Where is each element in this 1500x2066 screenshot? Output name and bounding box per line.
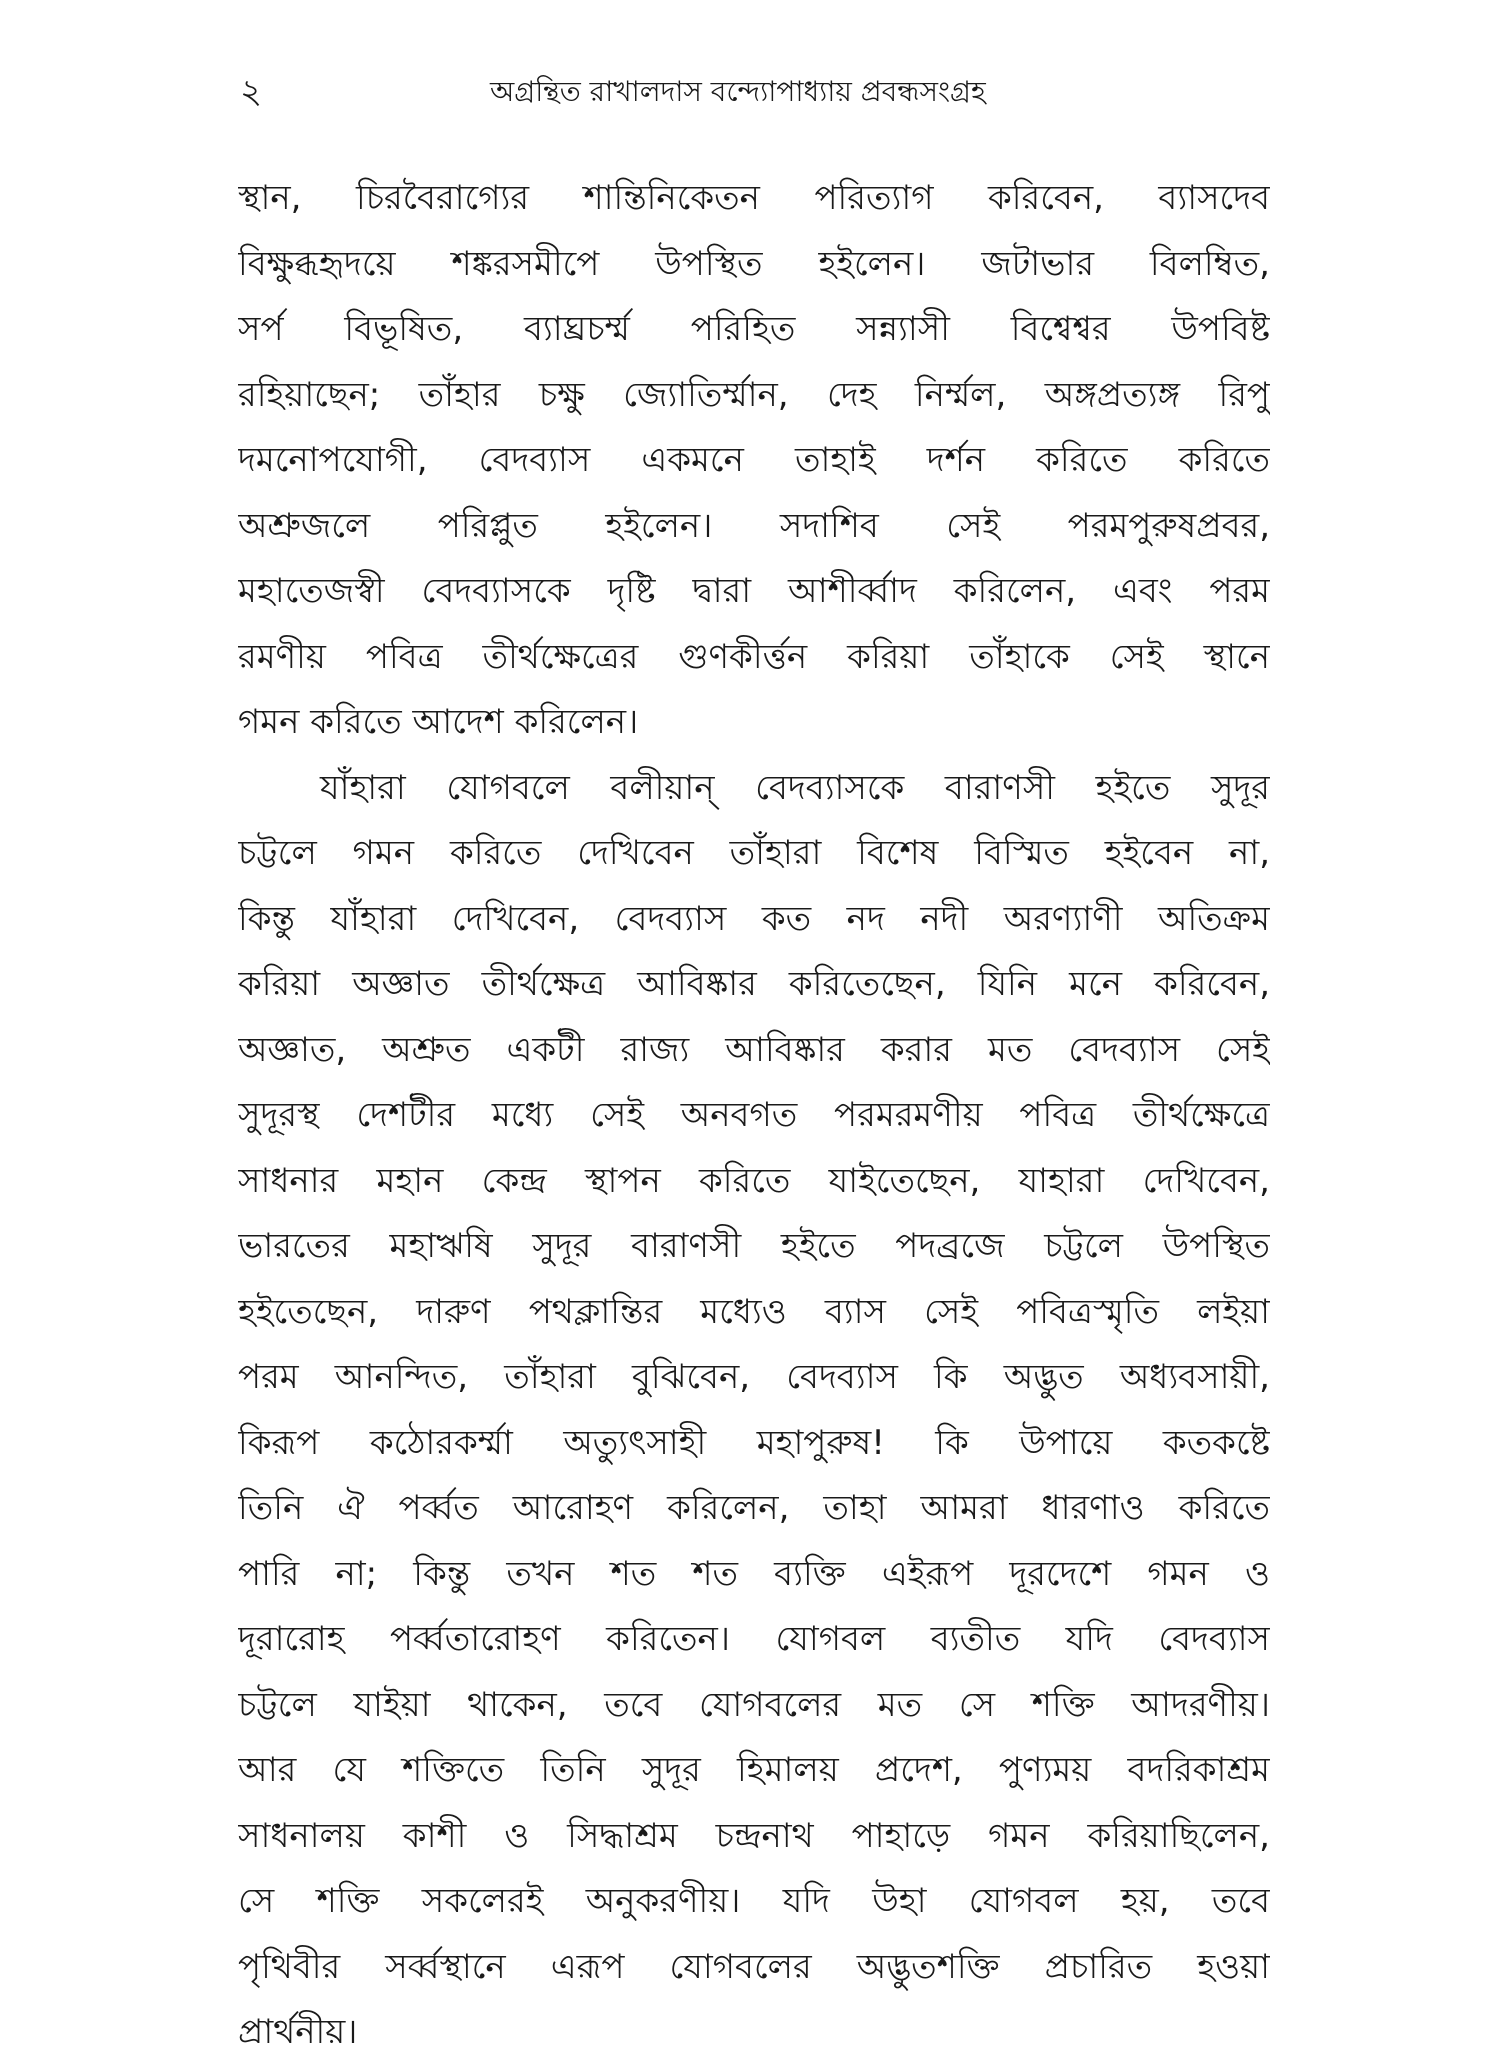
text-line: স্থান, চিরবৈরাগ্যের শান্তিনিকেতন পরিত্যাগ করিবেন, ব্যাসদেব	[238, 178, 1270, 218]
text-line: হইতেছেন, দারুণ পথক্লান্তির মধ্যেও ব্যাস সেই পবিত্রস্মৃতি লইয়া	[238, 1291, 1270, 1332]
text-line: যাঁহারা যোগবলে বলীয়ান্ বেদব্যাসকে বারাণসী হইতে সুদূর	[320, 767, 1270, 808]
running-header	[240, 62, 1260, 122]
text-line: পৃথিবীর সর্ব্বস্থানে এরূপ যোগবলের অদ্ভুতশক্তি প্রচারিত হওয়া	[238, 1946, 1270, 1987]
text-line: দূরারোহ পর্ব্বতারোহণ করিতেন। যোগবল ব্যতীত যদি বেদব্যাস	[238, 1619, 1270, 1659]
text-line: করিয়া অজ্ঞাত তীর্থক্ষেত্র আবিষ্কার করিতেছেন, যিনি মনে করিবেন,	[238, 964, 1270, 1004]
text-line: রমণীয় পবিত্র তীর্থক্ষেত্রের গুণকীর্ত্তন করিয়া তাঁহাকে সেই স্থানে	[238, 636, 1270, 677]
text-line: পরম আনন্দিত, তাঁহারা বুঝিবেন, বেদব্যাস কি অদ্ভুত অধ্যবসায়ী,	[238, 1357, 1270, 1397]
text-line: অজ্ঞাত, অশ্রুত একটী রাজ্য আবিষ্কার করার মত বেদব্যাস সেই	[238, 1029, 1270, 1070]
text-line: বিক্ষুব্ধহৃদয়ে শঙ্করসমীপে উপস্থিত হইলেন। জটাভার বিলম্বিত,	[238, 243, 1270, 284]
page-number: ২	[240, 72, 263, 112]
text-line: প্রার্থনীয়।	[238, 2012, 358, 2052]
text-line: সাধনার মহান কেন্দ্র স্থাপন করিতে যাইতেছেন, যাহারা দেখিবেন,	[238, 1160, 1270, 1201]
text-line: মহাতেজস্বী বেদব্যাসকে দৃষ্টি দ্বারা আশীর্ব্বাদ করিলেন, এবং পরম	[238, 571, 1270, 611]
text-line: সে শক্তি সকলেরই অনুকরণীয়। যদি উহা যোগবল হয়, তবে	[238, 1881, 1270, 1921]
text-line: কিন্তু যাঁহারা দেখিবেন, বেদব্যাস কত নদ নদী অরণ্যাণী অতিক্রম	[238, 898, 1270, 939]
text-line: ভারতের মহাঋষি সুদূর বারাণসী হইতে পদব্রজে চট্টলে উপস্থিত	[238, 1226, 1270, 1266]
text-line: সুদূরস্থ দেশটীর মধ্যে সেই অনবগত পরমরমণীয় পবিত্র তীর্থক্ষেত্রে	[238, 1095, 1270, 1135]
body-text	[238, 166, 1270, 2066]
running-title: অগ্রন্থিত রাখালদাস বন্দ্যোপাধ্যায় প্রবন্ধসংগ্রহ	[490, 75, 986, 108]
text-line: রহিয়াছেন; তাঁহার চক্ষু জ্যোতির্ম্মান, দেহ নির্ম্মল, অঙ্গপ্রত্যঙ্গ রিপু	[238, 374, 1270, 415]
text-line: পারি না; কিন্তু তখন শত শত ব্যক্তি এইরূপ দূরদেশে গমন ও	[238, 1553, 1270, 1594]
text-line: সর্প বিভূষিত, ব্যাঘ্রচর্ম্ম পরিহিত সন্ন্যাসী বিশ্বেশ্বর উপবিষ্ট	[238, 309, 1270, 349]
text-line: অশ্রুজলে পরিপ্লুত হইলেন। সদাশিব সেই পরমপুরুষপ্রবর,	[238, 505, 1270, 546]
text-line: চট্টলে গমন করিতে দেখিবেন তাঁহারা বিশেষ বিস্মিত হইবেন না,	[238, 833, 1270, 873]
text-line: দমনোপযোগী, বেদব্যাস একমনে তাহাই দর্শন করিতে করিতে	[238, 440, 1270, 480]
text-line: চট্টলে যাইয়া থাকেন, তবে যোগবলের মত সে শক্তি আদরণীয়।	[238, 1684, 1270, 1725]
text-line: আর যে শক্তিতে তিনি সুদূর হিমালয় প্রদেশ, পুণ্যময় বদরিকাশ্রম	[238, 1750, 1270, 1790]
text-line: গমন করিতে আদেশ করিলেন।	[238, 702, 639, 742]
text-line: তিনি ঐ পর্ব্বত আরোহণ করিলেন, তাহা আমরা ধারণাও করিতে	[238, 1488, 1270, 1528]
text-line: সাধনালয় কাশী ও সিদ্ধাশ্রম চন্দ্রনাথ পাহাড়ে গমন করিয়াছিলেন,	[238, 1815, 1270, 1856]
text-line: কিরূপ কঠোরকর্ম্মা অত্যুৎসাহী মহাপুরুষ! কি উপায়ে কতকষ্টে	[238, 1422, 1270, 1463]
